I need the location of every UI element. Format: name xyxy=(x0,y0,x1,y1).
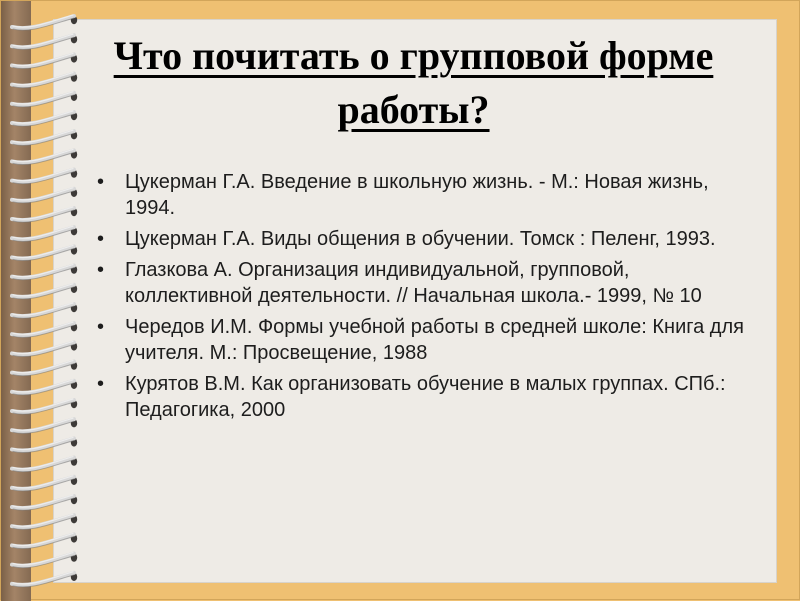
reference-text: Курятов В.М. Как организовать обучение в малых группах. СПб.: Педагогика, 2000 xyxy=(125,373,726,421)
reference-item xyxy=(97,314,747,366)
bullet-icon: • xyxy=(97,373,105,395)
reference-item xyxy=(97,169,747,221)
bullet-icon: • xyxy=(97,259,105,281)
reference-text: Глазкова А. Организация индивидуальной, групповой, коллективной деятельности. // Начальная школа.- 1999, № 10 xyxy=(125,259,702,307)
bullet-icon: • xyxy=(97,228,105,250)
reference-text: Цукерман Г.А. Виды общения в обучении. Томск : Пеленг, 1993. xyxy=(125,228,716,250)
bullet-icon: • xyxy=(97,316,105,338)
reference-item xyxy=(97,371,747,423)
reference-item xyxy=(97,257,747,309)
reference-list xyxy=(97,169,747,428)
slide-title: Что почитать о групповой форме работы? xyxy=(113,33,714,132)
reference-text: Цукерман Г.А. Введение в школьную жизнь. - М.: Новая жизнь, 1994. xyxy=(125,171,709,219)
reference-item xyxy=(97,226,747,252)
bullet-icon: • xyxy=(97,171,105,193)
spiral-binding-icon xyxy=(1,1,91,601)
reference-text: Чередов И.М. Формы учебной работы в средней школе: Книга для учителя. М.: Просвещение, 1988 xyxy=(125,316,744,364)
